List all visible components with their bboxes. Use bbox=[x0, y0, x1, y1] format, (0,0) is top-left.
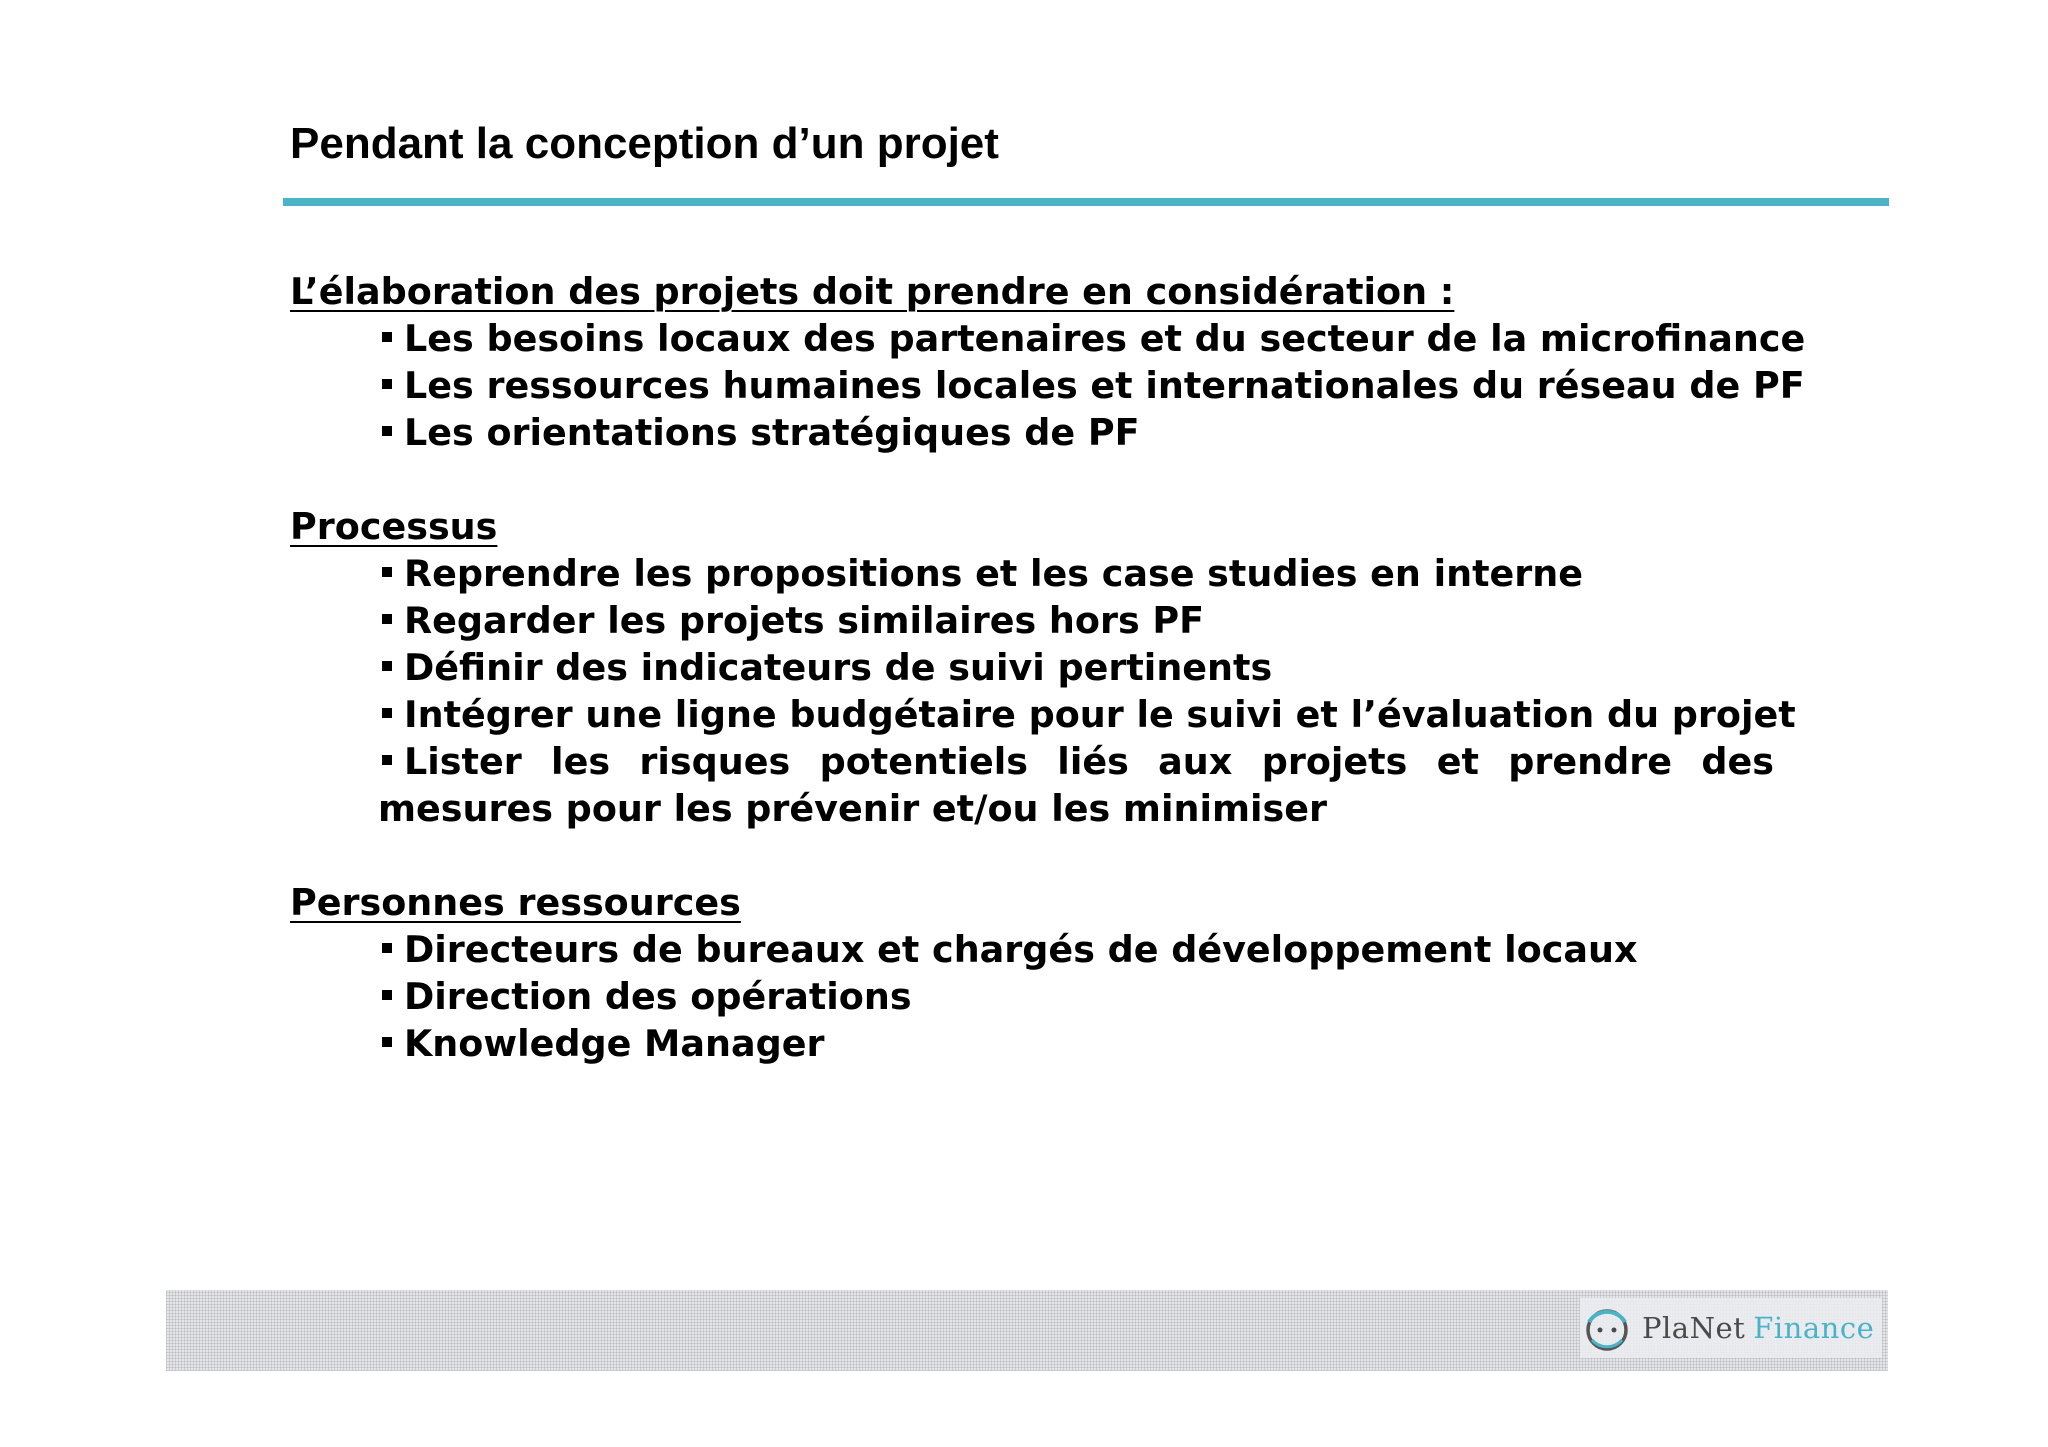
list-item-text: Les besoins locaux des partenaires et du secteur de la microfinance bbox=[404, 317, 1806, 360]
list-item bbox=[378, 973, 1774, 1020]
bullet-list bbox=[290, 926, 1774, 1067]
square-bullet-icon bbox=[382, 708, 392, 718]
list-item-text: Intégrer une ligne budgétaire pour le suivi et l’évaluation du projet bbox=[404, 693, 1796, 736]
list-item bbox=[378, 691, 1796, 738]
square-bullet-icon bbox=[382, 332, 392, 342]
list-item-text: Directeurs de bureaux et chargés de développement locaux bbox=[404, 928, 1638, 971]
section-considerations bbox=[290, 268, 1806, 456]
page-title: Pendant la conception d’un projet bbox=[290, 119, 999, 168]
square-bullet-icon bbox=[382, 379, 392, 389]
square-bullet-icon bbox=[382, 1037, 392, 1047]
logo-text-planet: PlaNet bbox=[1642, 1311, 1746, 1345]
list-item bbox=[378, 1020, 1774, 1067]
list-item bbox=[378, 597, 1774, 644]
section-heading: L’élaboration des projets doit prendre en considération : bbox=[290, 270, 1455, 313]
square-bullet-icon bbox=[382, 567, 392, 577]
bullet-list bbox=[290, 315, 1806, 456]
list-item-text: Direction des opérations bbox=[404, 975, 912, 1018]
list-item bbox=[378, 644, 1774, 691]
list-item-text: Regarder les projets similaires hors PF bbox=[404, 599, 1205, 642]
square-bullet-icon bbox=[382, 943, 392, 953]
list-item-text: Knowledge Manager bbox=[404, 1022, 825, 1065]
section-heading: Personnes ressources bbox=[290, 881, 741, 924]
square-bullet-icon bbox=[382, 990, 392, 1000]
list-item bbox=[378, 550, 1774, 597]
square-bullet-icon bbox=[382, 661, 392, 671]
planet-finance-logo bbox=[1580, 1298, 1882, 1358]
list-item-text: Reprendre les propositions et les case studies en interne bbox=[404, 552, 1584, 595]
list-item-text: Les orientations stratégiques de PF bbox=[404, 411, 1140, 454]
list-item-text: Les ressources humaines locales et internationales du réseau de PF bbox=[404, 364, 1805, 407]
square-bullet-icon bbox=[382, 755, 392, 765]
section-processus bbox=[290, 503, 1796, 832]
list-item bbox=[378, 362, 1805, 409]
list-item-text: Lister les risques potentiels liés aux projets et prendre des mesures pour les prévenir et/ou les minimiser bbox=[378, 740, 1774, 830]
list-item bbox=[378, 926, 1774, 973]
slide-content bbox=[290, 268, 1806, 1114]
list-item bbox=[378, 738, 1774, 832]
square-bullet-icon bbox=[382, 426, 392, 436]
planet-finance-logo-icon bbox=[1580, 1298, 1636, 1358]
section-heading: Processus bbox=[290, 505, 498, 548]
title-divider bbox=[283, 198, 1889, 206]
bullet-list bbox=[290, 550, 1796, 832]
section-personnes-ressources bbox=[290, 879, 1774, 1067]
square-bullet-icon bbox=[382, 614, 392, 624]
list-item bbox=[378, 409, 1774, 456]
list-item-text: Définir des indicateurs de suivi pertinents bbox=[404, 646, 1273, 689]
logo-text-finance: Finance bbox=[1753, 1311, 1875, 1345]
list-item bbox=[378, 315, 1806, 362]
logo-text bbox=[1642, 1311, 1874, 1345]
